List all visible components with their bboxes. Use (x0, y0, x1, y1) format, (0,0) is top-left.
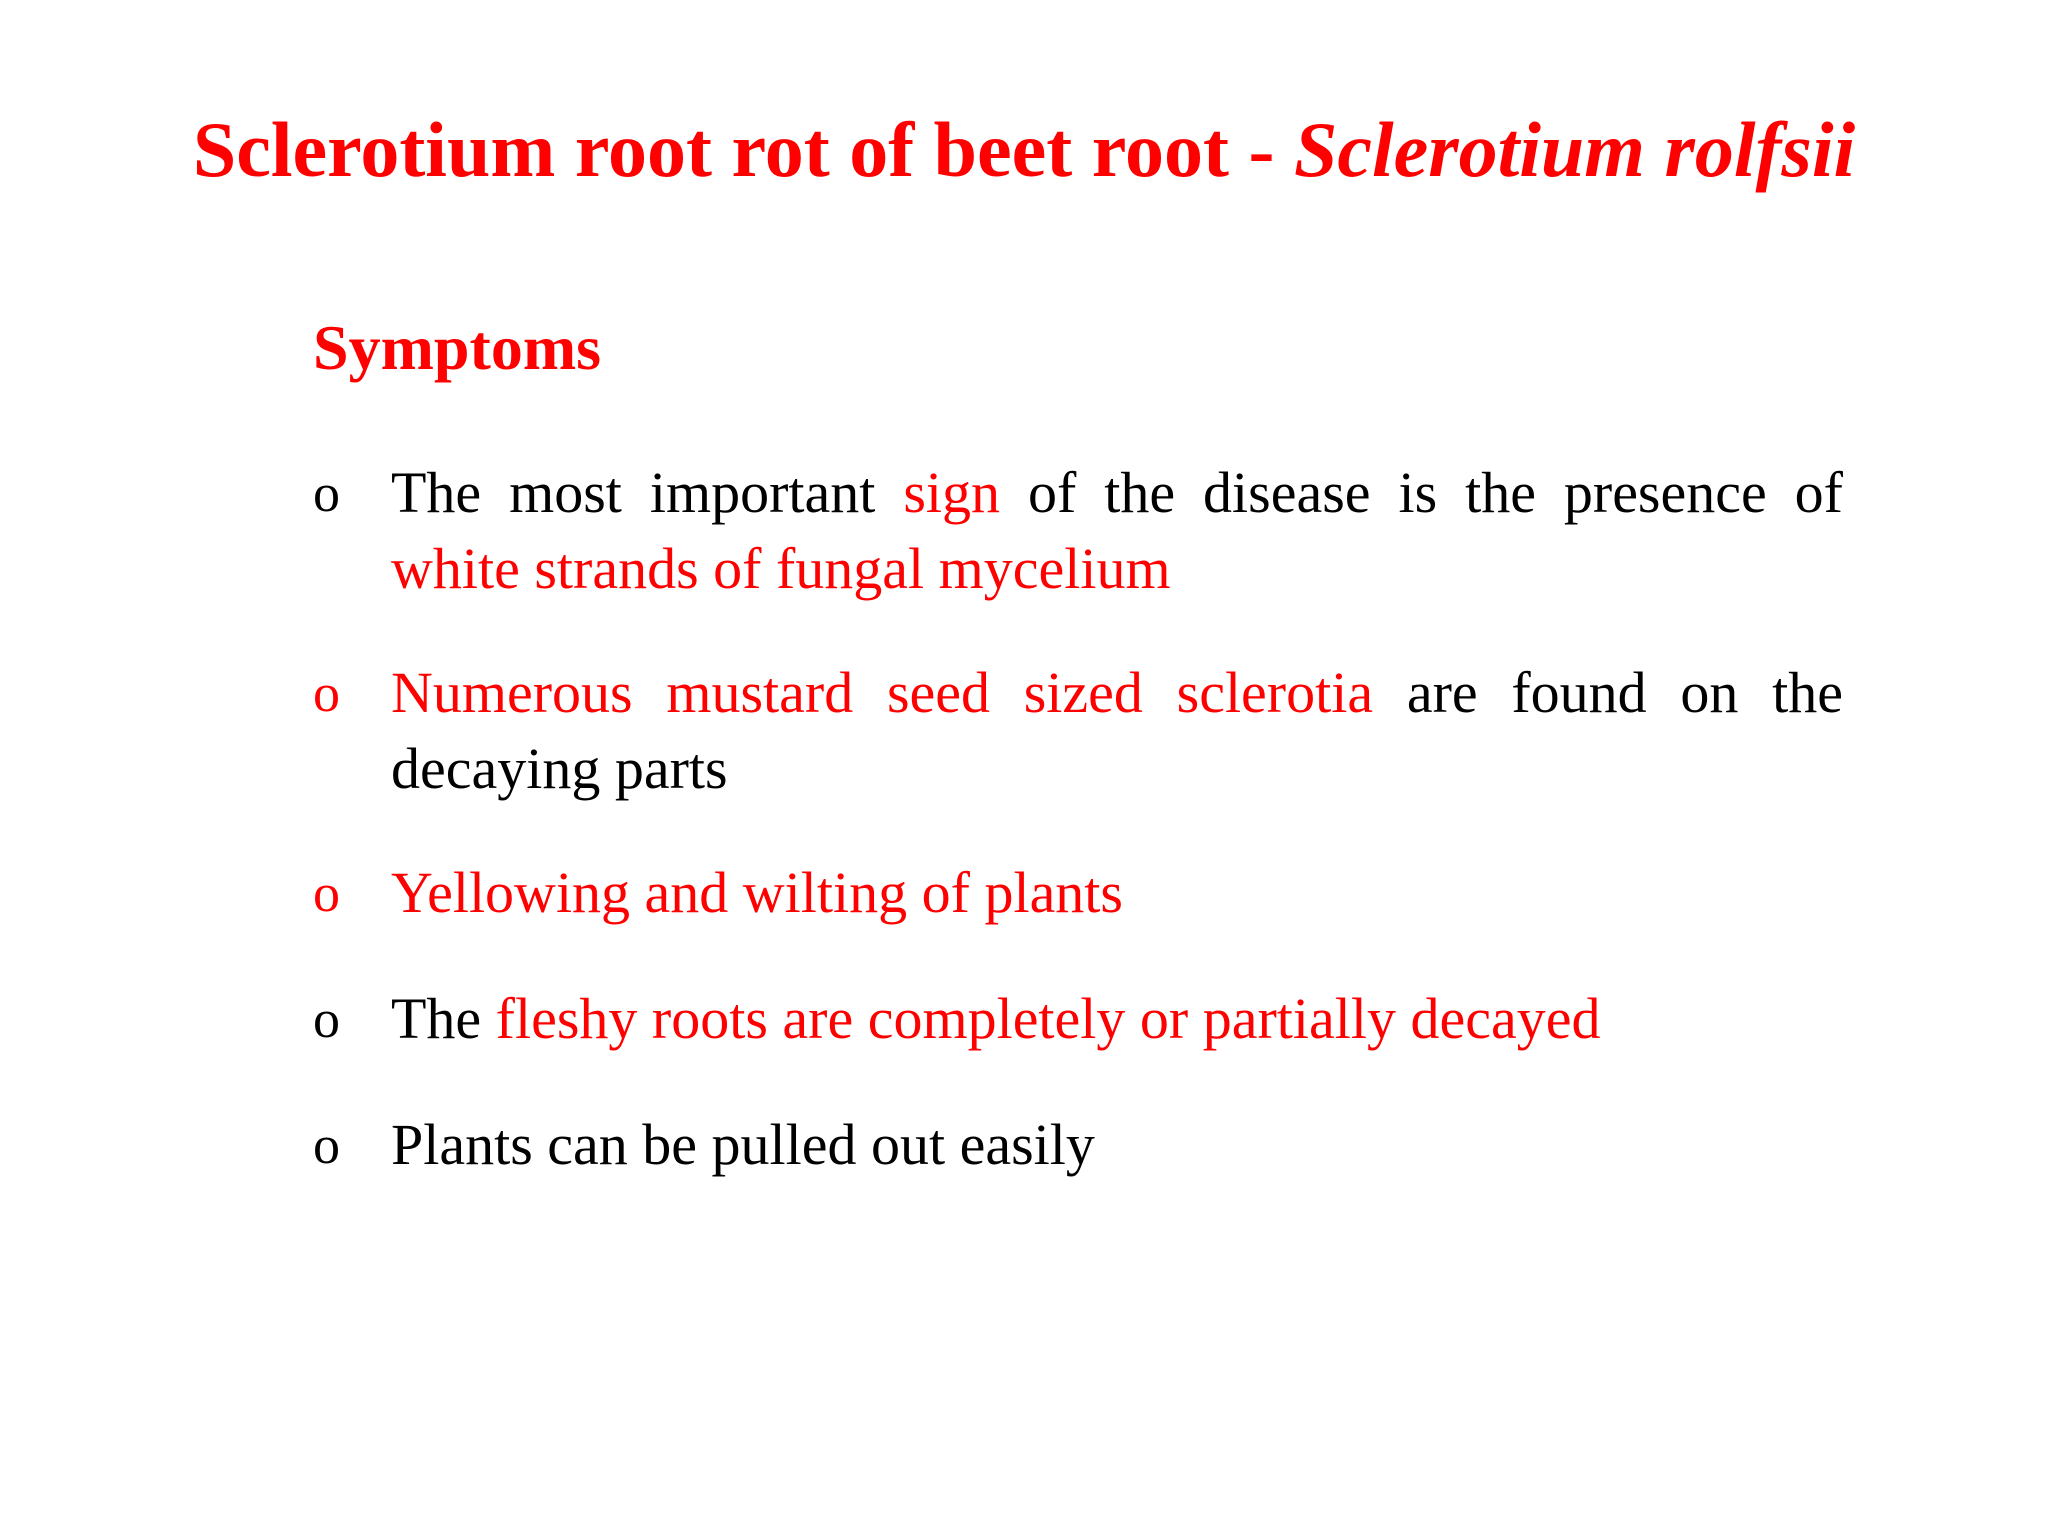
section-heading: Symptoms (313, 312, 602, 383)
bullet-marker-icon: o (313, 989, 340, 1049)
bullet-text-highlight: sign (903, 460, 1001, 525)
bullet-marker-icon: o (313, 463, 340, 523)
bullet-text-highlight: fleshy roots are completely or partially decayed (495, 986, 1601, 1051)
title-species-name: Sclerotium rolfsii (1293, 106, 1856, 193)
bullet-text: are found on the decaying parts (391, 660, 1843, 801)
symptom-list (313, 455, 1843, 1231)
bullet-marker-icon: o (313, 663, 340, 723)
bullet-text: Plants can be pulled out easily (391, 1112, 1095, 1177)
bullet-text-highlight: Yellowing and wilting of plants (391, 860, 1123, 925)
list-item (313, 455, 1843, 607)
list-item (313, 981, 1843, 1057)
list-item (313, 1107, 1843, 1183)
bullet-text: of the disease is the presence of (1000, 460, 1843, 525)
list-item (313, 655, 1843, 807)
bullet-text: The (391, 986, 496, 1051)
bullet-marker-icon: o (313, 1115, 340, 1175)
slide-title (0, 95, 2048, 205)
bullet-text-highlight: Numerous mustard seed sized sclerotia (391, 660, 1374, 725)
list-item (313, 855, 1843, 931)
bullet-text: The most important (391, 460, 904, 525)
title-text: Sclerotium root rot of beet root - (192, 106, 1294, 193)
bullet-text-highlight: white strands of fungal mycelium (391, 536, 1171, 601)
bullet-marker-icon: o (313, 863, 340, 923)
